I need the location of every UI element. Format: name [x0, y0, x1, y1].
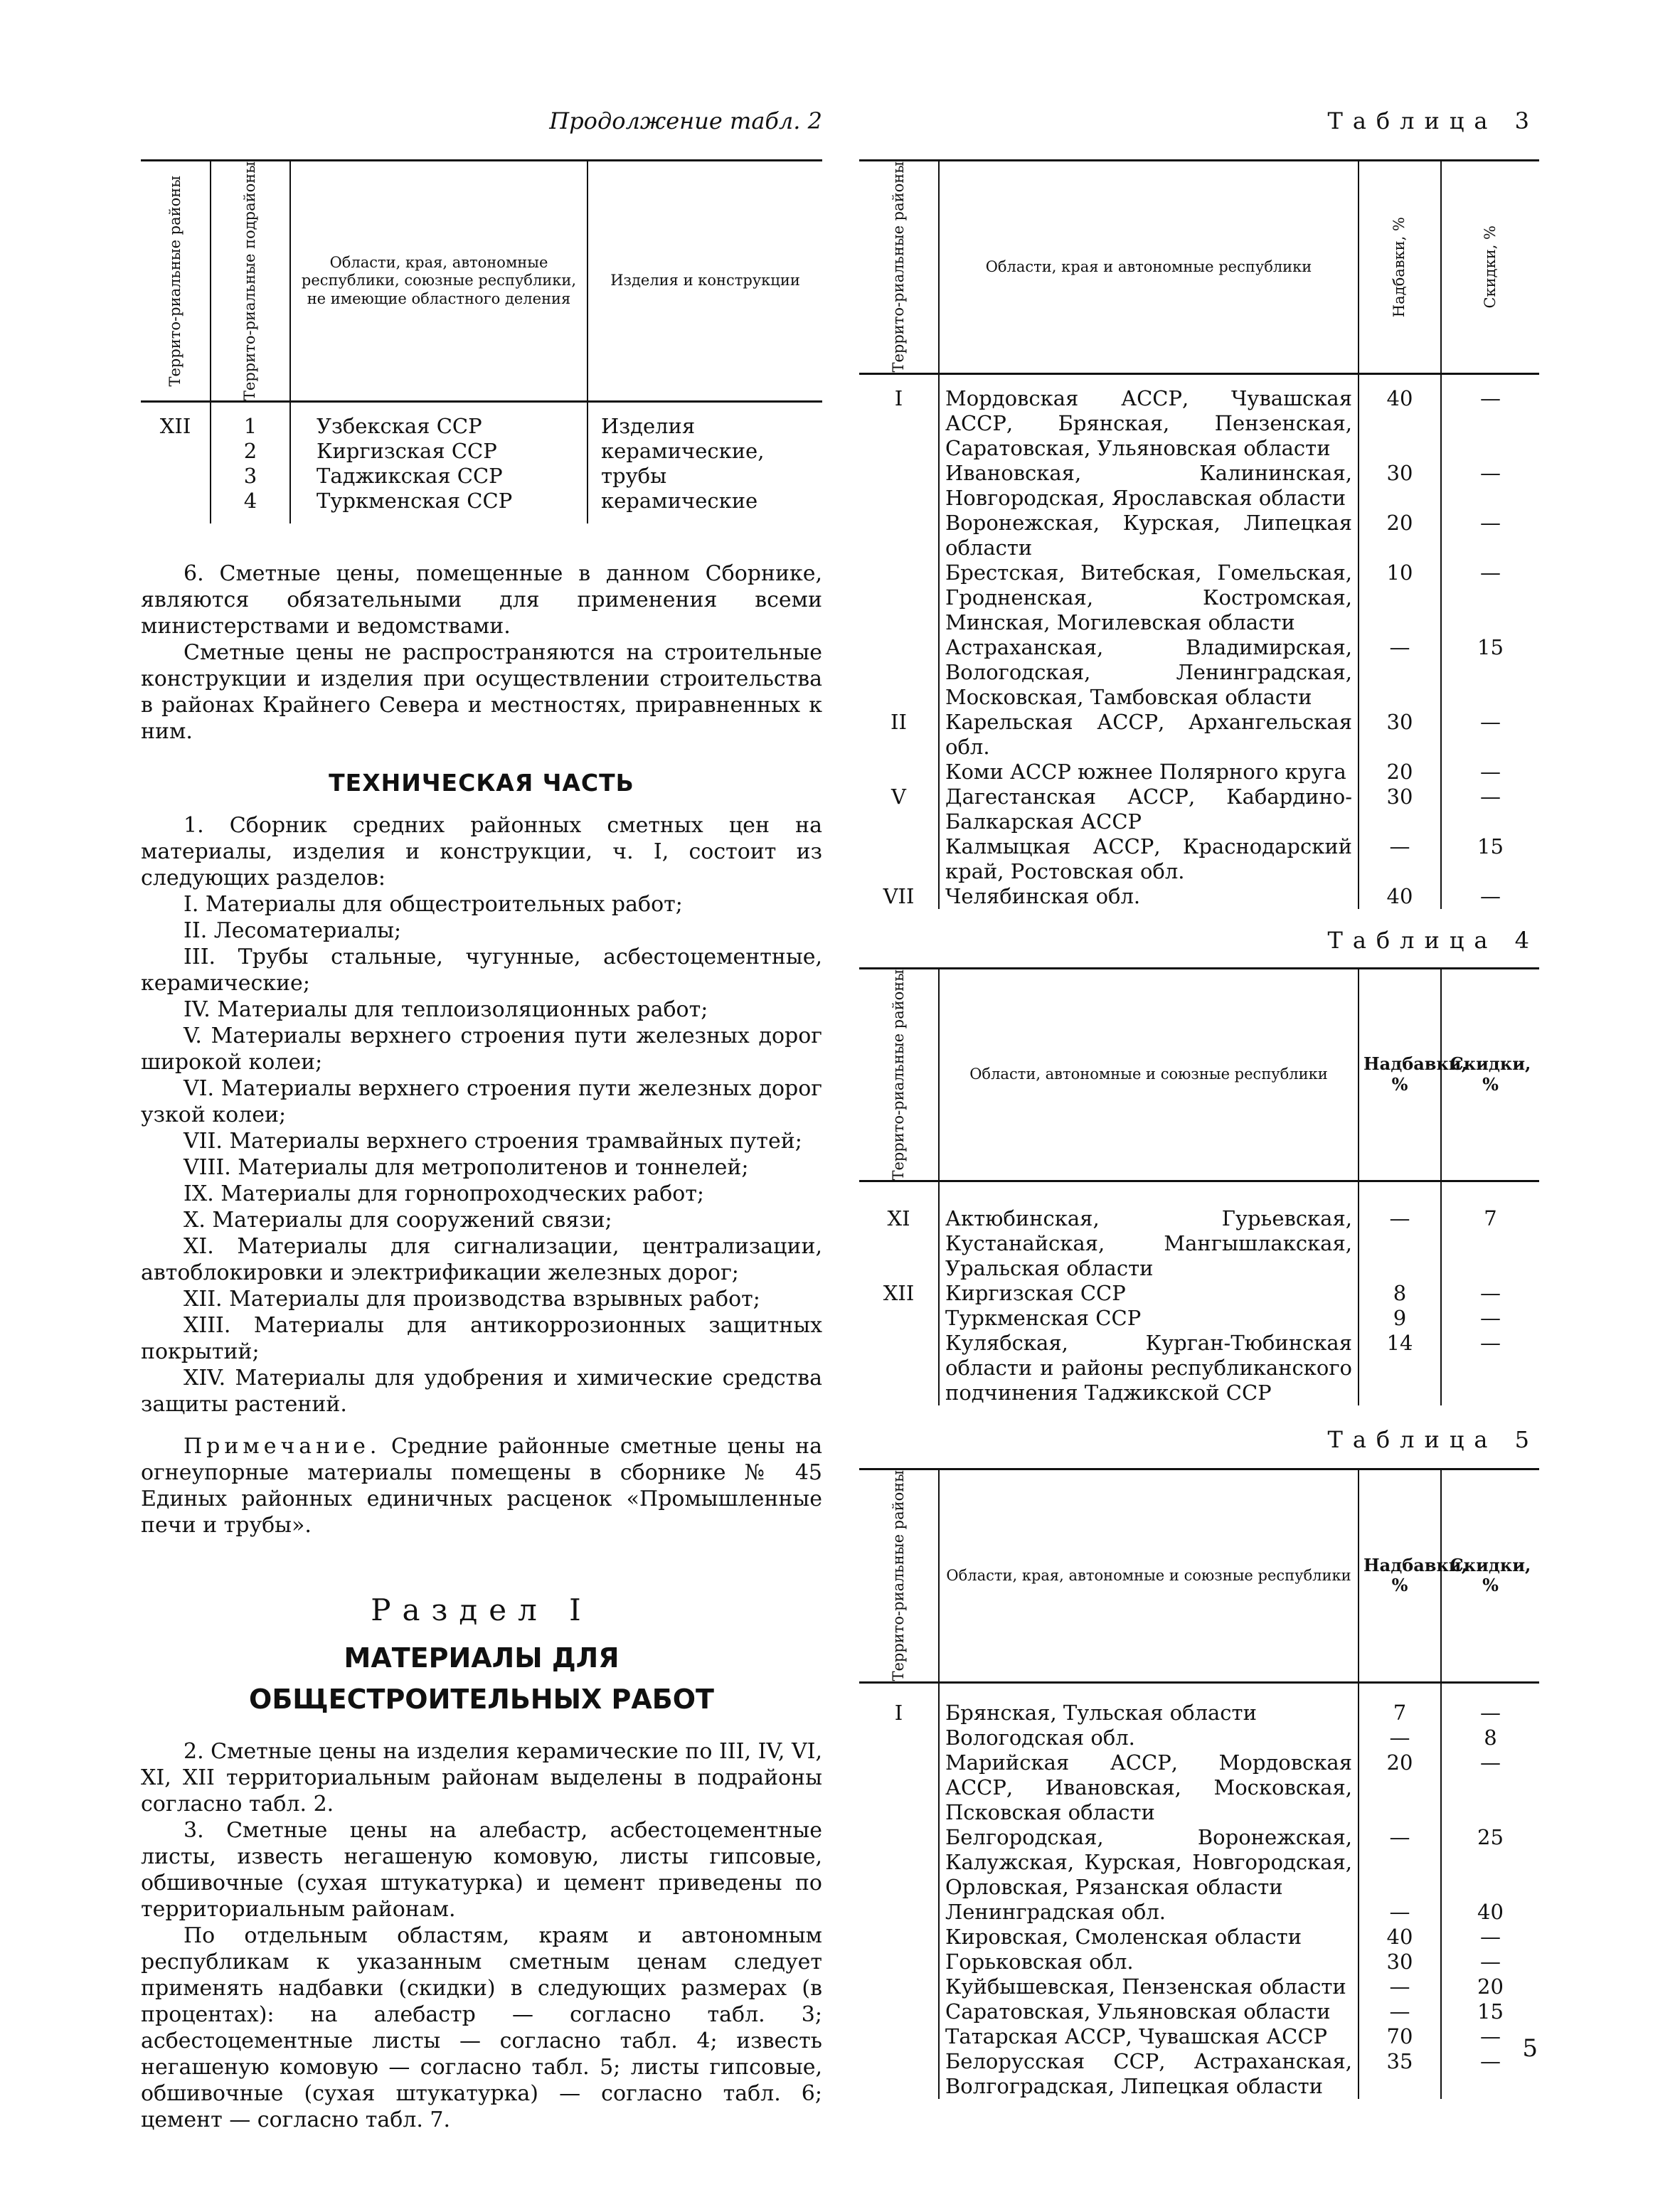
- t3-add: 10: [1359, 560, 1441, 635]
- t3-region: [859, 511, 939, 560]
- section-item: IV. Материалы для теплоизоляционных работ;: [184, 997, 708, 1023]
- table-row: [859, 1682, 1539, 1726]
- table-row: [859, 1900, 1539, 1925]
- t4-add: —: [1359, 1181, 1441, 1282]
- t3-header-area: Области, края и автономные республики: [939, 161, 1359, 374]
- table-3: [859, 159, 1539, 909]
- t3-add: 20: [1359, 511, 1441, 560]
- t2-areas: [290, 402, 588, 524]
- t3-header-region: [859, 161, 939, 374]
- t3-region: I: [894, 386, 903, 410]
- t2-subregion: 4: [243, 489, 257, 514]
- t2-area: Узбекская ССР: [317, 414, 482, 439]
- t3-area: Астраханская, Владимирская, Вологодская, Ленинградская, Московская, Тамбовская области: [939, 635, 1359, 710]
- section-item: IX. Материалы для горнопроходческих работ;: [184, 1181, 705, 1207]
- t4-disc: —: [1441, 1306, 1539, 1331]
- t5-header-disc: Скидки, %: [1441, 1469, 1539, 1683]
- table-row: [859, 710, 1539, 760]
- note: [141, 1433, 822, 1538]
- t3-area: Коми АССР южнее Полярного круга: [939, 760, 1359, 785]
- note-text: Средние районные сметные цены на огнеупорные материалы помещены в сборнике № 45 Единых районных единичных расценок «Промышленные печи и трубы».: [141, 1434, 822, 1538]
- t5-region: [859, 1950, 939, 1974]
- table-row: [859, 511, 1539, 560]
- t5-add: —: [1359, 1726, 1441, 1750]
- t5-region: I: [894, 1700, 903, 1725]
- t5-add: —: [1359, 1900, 1441, 1925]
- t5-add: 7: [1359, 1682, 1441, 1726]
- t3-disc: —: [1441, 785, 1539, 834]
- table5-caption: Таблица 5: [1327, 1426, 1539, 1454]
- t5-area: Ленинградская обл.: [939, 1900, 1359, 1925]
- t3-area: Дагестанская АССР, Кабардино-Балкарская АССР: [939, 785, 1359, 834]
- table4-caption: Таблица 4: [1327, 926, 1539, 954]
- t5-add: 35: [1359, 2049, 1441, 2099]
- t2-header-region: [141, 161, 211, 402]
- t5-header-add: Надбавки, %: [1359, 1469, 1441, 1683]
- t2-header-subregion: [211, 161, 290, 402]
- table-row: [859, 834, 1539, 884]
- t3-header-add: [1359, 161, 1441, 374]
- t3-region: [859, 834, 939, 884]
- paragraph-3b: По отдельным областям, краям и автономным республикам к указанным сметным ценам следует применять надбавки (скидки) в следующих размерах (в процентах): на алебастр — согласно табл. 3; асбестоцементные листы — согласно табл. 4; известь негашеную комовую — согласно табл. 5; листы гипсовые, обшивочные (сухая штукатурка) — согласно табл. 6; цемент — согласно табл. 7.: [141, 1923, 822, 2133]
- section-item: VII. Материалы верхнего строения трамвайных путей;: [184, 1129, 802, 1154]
- t5-disc: —: [1441, 1750, 1539, 1825]
- t5-disc: 20: [1441, 1974, 1539, 1999]
- t3-area: Карельская АССР, Архангельская обл.: [939, 710, 1359, 760]
- technical-part-heading: ТЕХНИЧЕСКАЯ ЧАСТЬ: [329, 769, 634, 797]
- section-item: VIII. Материалы для метрополитенов и тоннелей;: [184, 1155, 749, 1181]
- t5-header-region: [859, 1469, 939, 1683]
- paragraph-6b: Сметные цены не распространяются на строительные конструкции и изделия при осуществлении строительства в районах Крайнего Севера и местностях, приравненных к ним.: [141, 640, 822, 745]
- t2-area: Туркменская ССР: [317, 489, 513, 514]
- t2-products: Изделия керамические, трубы керамические: [588, 402, 822, 524]
- t5-disc: —: [1441, 1950, 1539, 1974]
- t4-disc: 7: [1441, 1181, 1539, 1282]
- sections-list: [141, 891, 822, 1418]
- t3-area: Воронежская, Курская, Липецкая области: [939, 511, 1359, 560]
- t5-area: Татарская АССР, Чувашская АССР: [939, 2024, 1359, 2049]
- table-row: [859, 2049, 1539, 2099]
- t5-region: [859, 1999, 939, 2024]
- t3-region: [859, 461, 939, 511]
- section-heading: МАТЕРИАЛЫ ДЛЯ ОБЩЕСТРОИТЕЛЬНЫХ РАБОТ: [249, 1642, 714, 1716]
- t5-region: [859, 1726, 939, 1750]
- t3-add: 30: [1359, 461, 1441, 511]
- t5-disc: 8: [1441, 1726, 1539, 1750]
- table-4: [859, 967, 1539, 1406]
- t2-region: XII: [159, 414, 191, 439]
- t5-area: Марийская АССР, Мордовская АССР, Ивановская, Московская, Псковская области: [939, 1750, 1359, 1825]
- t5-area: Белорусская ССР, Астраханская, Волгоградская, Липецкая области: [939, 2049, 1359, 2099]
- table-row: [859, 1825, 1539, 1900]
- t3-header-add-text: Надбавки, %: [1391, 216, 1408, 317]
- table-row: [859, 1306, 1539, 1331]
- t4-area: Кулябская, Курган-Тюбинская области и районы республиканского подчинения Таджикской ССР: [939, 1331, 1359, 1405]
- table-row: [859, 560, 1539, 635]
- table-row: [859, 1950, 1539, 1974]
- t3-add: 40: [1359, 884, 1441, 909]
- t5-header-area: Области, края, автономные и союзные республики: [939, 1469, 1359, 1683]
- t3-disc: —: [1441, 710, 1539, 760]
- table-row: [859, 1925, 1539, 1950]
- table-2: [141, 159, 822, 523]
- t5-add: —: [1359, 1825, 1441, 1900]
- t3-disc: —: [1441, 511, 1539, 560]
- t4-area: Актюбинская, Гурьевская, Кустанайская, Мангышлакская, Уральская области: [939, 1181, 1359, 1282]
- t3-header-disc-text: Скидки, %: [1481, 225, 1499, 309]
- t4-header-region: [859, 968, 939, 1181]
- t2-header-products: Изделия и конструкции: [588, 161, 822, 402]
- t3-disc: —: [1441, 373, 1539, 461]
- t5-add: 40: [1359, 1925, 1441, 1950]
- t2-subregion: 2: [243, 439, 257, 464]
- right-column: [859, 107, 1539, 2099]
- table-row: [859, 1726, 1539, 1750]
- section-item: XIII. Материалы для антикоррозионных защитных покрытий;: [141, 1313, 822, 1365]
- t5-area: Брянская, Тульская области: [939, 1682, 1359, 1726]
- t3-region: II: [890, 709, 907, 734]
- table-row: [859, 461, 1539, 511]
- table2-continuation-caption: Продолжение табл. 2: [549, 107, 822, 134]
- t5-add: 30: [1359, 1950, 1441, 1974]
- t5-area: Белгородская, Воронежская, Калужская, Курская, Новгородская, Орловская, Рязанская области: [939, 1825, 1359, 1900]
- t3-area: Ивановская, Калининская, Новгородская, Ярославская области: [939, 461, 1359, 511]
- t5-disc: —: [1441, 2024, 1539, 2049]
- t5-add: —: [1359, 1974, 1441, 1999]
- t3-add: 30: [1359, 785, 1441, 834]
- paragraph-2: 2. Сметные цены на изделия керамические по III, IV, VI, XI, XII территориальным районам выделены в подрайоны согласно табл. 2.: [141, 1739, 822, 1817]
- t5-region: [859, 2024, 939, 2049]
- t3-disc: 15: [1441, 635, 1539, 710]
- table-row: [859, 1281, 1539, 1306]
- t4-header-region-text: Террито-риальные районы: [889, 969, 907, 1181]
- section-title: Раздел I: [371, 1593, 592, 1628]
- paragraph-3: 3. Сметные цены на алебастр, асбестоцементные листы, известь негашеную комовую, листы гипсовые, обшивочные (сухая штукатурка) и цемент приведены по территориальным районам.: [141, 1818, 822, 1923]
- t3-header-region-text: Террито-риальные районы: [889, 161, 907, 373]
- t5-area: Горьковская обл.: [939, 1950, 1359, 1974]
- paragraph-6: 6. Сметные цены, помещенные в данном Сборнике, являются обязательными для применения всеми министерствами и ведомствами.: [141, 561, 822, 639]
- section-item: V. Материалы верхнего строения пути железных дорог широкой колеи;: [141, 1024, 822, 1075]
- table3-caption: Таблица 3: [1327, 107, 1539, 134]
- table-row: [859, 760, 1539, 785]
- t3-disc: —: [1441, 760, 1539, 785]
- t5-add: —: [1359, 1999, 1441, 2024]
- t4-header-add: Надбавки, %: [1359, 968, 1441, 1181]
- t3-disc: —: [1441, 560, 1539, 635]
- technical-intro: 1. Сборник средних районных сметных цен на материалы, изделия и конструкции, ч. I, состоит из следующих разделов:: [141, 813, 822, 891]
- t3-region: [859, 635, 939, 710]
- t3-add: 40: [1359, 373, 1441, 461]
- section-item: VI. Материалы верхнего строения пути железных дорог узкой колеи;: [141, 1076, 822, 1128]
- note-label: Примечание.: [184, 1434, 381, 1460]
- t2-header-subregion-text: Террито-риальные подрайоны: [241, 161, 259, 401]
- t5-region: [859, 1750, 939, 1825]
- t3-add: —: [1359, 635, 1441, 710]
- t5-region: [859, 1974, 939, 1999]
- section-item: I. Материалы для общестроительных работ;: [184, 892, 683, 918]
- section-item: II. Лесоматериалы;: [184, 918, 402, 944]
- t4-region: [859, 1306, 939, 1331]
- t4-header-area: Области, автономные и союзные республики: [939, 968, 1359, 1181]
- section-item: X. Материалы для сооружений связи;: [184, 1208, 612, 1233]
- t3-area: Брестская, Витебская, Гомельская, Гродненская, Костромская, Минская, Могилевская области: [939, 560, 1359, 635]
- t2-subregions: [211, 402, 290, 524]
- t4-area: Киргизская ССР: [939, 1281, 1359, 1306]
- t5-add: 20: [1359, 1750, 1441, 1825]
- t5-disc: 25: [1441, 1825, 1539, 1900]
- t5-area: Куйбышевская, Пензенская области: [939, 1974, 1359, 1999]
- t2-header-areas: Области, края, автономные республики, союзные республики, не имеющие областного деления: [290, 161, 588, 402]
- t4-add: 14: [1359, 1331, 1441, 1405]
- t2-area: Таджикская ССР: [317, 464, 503, 489]
- t3-disc: —: [1441, 461, 1539, 511]
- t5-add: 70: [1359, 2024, 1441, 2049]
- t4-header-disc: Скидки, %: [1441, 968, 1539, 1181]
- t4-add: 8: [1359, 1281, 1441, 1306]
- table-row: [859, 785, 1539, 834]
- t3-add: 30: [1359, 710, 1441, 760]
- t4-region: [859, 1331, 939, 1405]
- t2-header-region-text: Террито-риальные районы: [166, 175, 184, 387]
- t4-area: Туркменская ССР: [939, 1306, 1359, 1331]
- t2-subregion: 1: [243, 414, 257, 439]
- t5-disc: —: [1441, 1925, 1539, 1950]
- section-item: III. Трубы стальные, чугунные, асбестоцементные, керамические;: [141, 945, 822, 996]
- table-5: [859, 1468, 1539, 2099]
- t3-header-disc: [1441, 161, 1539, 374]
- table-row: [859, 1181, 1539, 1282]
- t5-region: [859, 1925, 939, 1950]
- table-row: [859, 373, 1539, 461]
- t2-subregion: 3: [243, 464, 257, 489]
- t5-area: Вологодская обл.: [939, 1726, 1359, 1750]
- section-item: XII. Материалы для производства взрывных работ;: [184, 1287, 760, 1312]
- t4-add: 9: [1359, 1306, 1441, 1331]
- section-item: XI. Материалы для сигнализации, централизации, автоблокировки и электрификации железных дорог;: [141, 1234, 822, 1286]
- t3-disc: —: [1441, 884, 1539, 909]
- t3-region: [859, 560, 939, 635]
- t5-header-region-text: Террито-риальные районы: [889, 1470, 907, 1681]
- section-item: XIV. Материалы для удобрения и химические средства защиты растений.: [141, 1366, 822, 1418]
- table-row: [859, 1750, 1539, 1825]
- t3-region: VII: [883, 883, 915, 908]
- t5-region: [859, 1825, 939, 1900]
- t3-area: Челябинская обл.: [939, 884, 1359, 909]
- t3-area: Мордовская АССР, Чувашская АССР, Брянская, Пензенская, Саратовская, Ульяновская области: [939, 373, 1359, 461]
- t5-disc: 40: [1441, 1900, 1539, 1925]
- t3-region: [859, 760, 939, 785]
- t3-add: 20: [1359, 760, 1441, 785]
- t5-disc: —: [1441, 1682, 1539, 1726]
- t5-disc: —: [1441, 2049, 1539, 2099]
- table-row: [859, 2024, 1539, 2049]
- t2-area: Киргизская ССР: [317, 439, 497, 464]
- table-row: [859, 1999, 1539, 2024]
- t4-disc: —: [1441, 1281, 1539, 1306]
- t3-disc: 15: [1441, 834, 1539, 884]
- page-number: 5: [1522, 2034, 1538, 2063]
- t3-add: —: [1359, 834, 1441, 884]
- t4-region: XI: [887, 1206, 910, 1231]
- t3-region: V: [891, 784, 906, 809]
- t4-disc: —: [1441, 1331, 1539, 1405]
- table-row: [859, 1974, 1539, 1999]
- t5-region: [859, 2049, 939, 2099]
- left-column: [141, 107, 822, 2133]
- t5-area: Саратовская, Ульяновская области: [939, 1999, 1359, 2024]
- table-row: [859, 635, 1539, 710]
- t5-area: Кировская, Смоленская области: [939, 1925, 1359, 1950]
- t4-region: XII: [883, 1281, 915, 1306]
- table-row: [859, 884, 1539, 909]
- table-row: [859, 1331, 1539, 1405]
- t3-area: Калмыцкая АССР, Краснодарский край, Ростовская обл.: [939, 834, 1359, 884]
- t5-region: [859, 1900, 939, 1925]
- t5-disc: 15: [1441, 1999, 1539, 2024]
